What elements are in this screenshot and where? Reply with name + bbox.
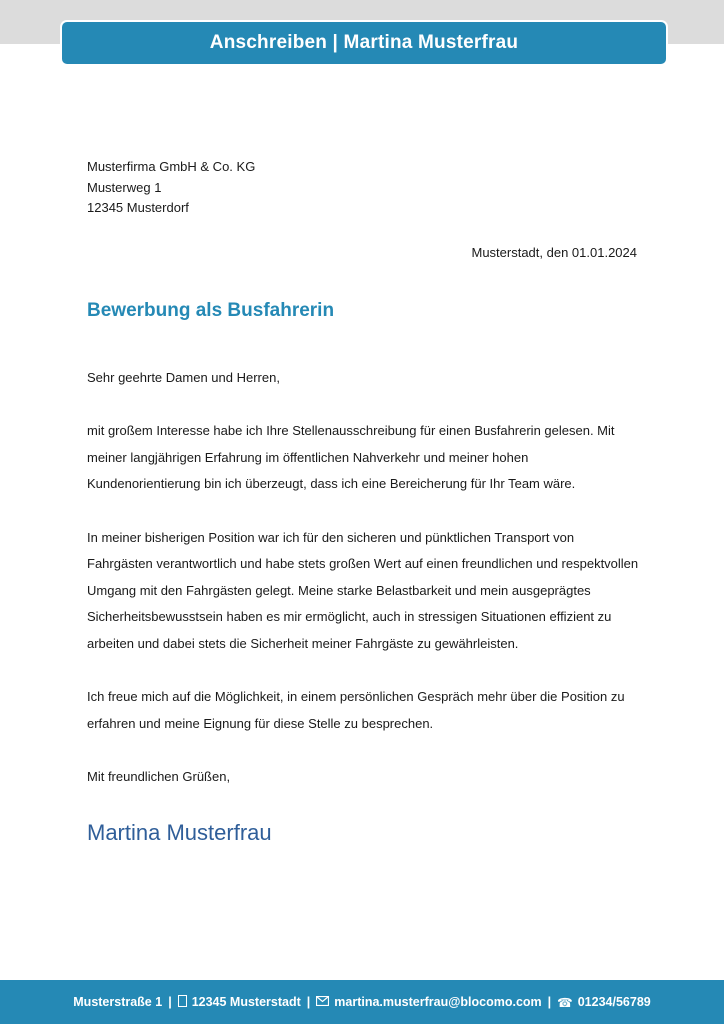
recipient-address [87,157,255,219]
paragraph-1: mit großem Interesse habe ich Ihre Stellenausschreibung für einen Busfahrerin gelesen. Mit meiner langjährigen Erfahrung im öffentlichen Nahverkehr und meiner hohen Kundenorientierung bin ich überzeugt, dass ich eine Bereicherung für Ihr Team wäre. [87,423,615,492]
salutation: Sehr geehrte Damen und Herren, [87,370,280,385]
paragraph-3: Ich freue mich auf die Möglichkeit, in einem persönlichen Gespräch mehr über die Position zu erfahren und meine Eignung für diese Stelle zu besprechen. [87,689,625,731]
mail-icon [316,995,329,1009]
header-title: Anschreiben | Martina Musterfrau [209,32,519,53]
footer-separator: | [168,995,172,1009]
recipient-company: Musterfirma GmbH & Co. KG [87,159,256,174]
footer-city: 12345 Musterstadt [191,995,301,1009]
letter-body [87,365,639,817]
footer-email[interactable]: martina.musterfrau@blocomo.com [334,995,542,1009]
location-icon [178,995,187,1010]
footer-separator: | [547,995,552,1009]
footer-bar [0,980,724,1024]
footer-separator: | [306,995,311,1009]
footer-phone: 01234/56789 [577,995,651,1009]
signature: Martina Musterfrau [87,820,272,845]
footer-street: Musterstraße 1 [73,995,163,1009]
paragraph-2: In meiner bisherigen Position war ich für den sicheren und pünktlichen Transport von Fahrgästen verantwortlich und habe stets großen Wert auf einen freundlichen und respektvollen Umgang mit den Fahrgästen gelegt. Meine starke Belastbarkeit und mein ausgeprägtes Sicherheitsbewusstsein haben es mir ermöglicht, auch in stressigen Situationen effizient zu arbeiten und dabei stets die Sicherheit meiner Fahrgäste zu gewährleisten. [87,529,639,651]
phone-icon: ☎ [557,995,573,1010]
recipient-street: Musterweg 1 [87,179,162,195]
subject-heading: Bewerbung als Busfahrerin [87,300,335,321]
date-line: Musterstadt, den 01.01.2024 [471,245,637,260]
closing: Mit freundlichen Grüßen, [87,768,231,784]
recipient-city: 12345 Musterdorf [87,200,189,215]
header-bar [62,22,666,64]
